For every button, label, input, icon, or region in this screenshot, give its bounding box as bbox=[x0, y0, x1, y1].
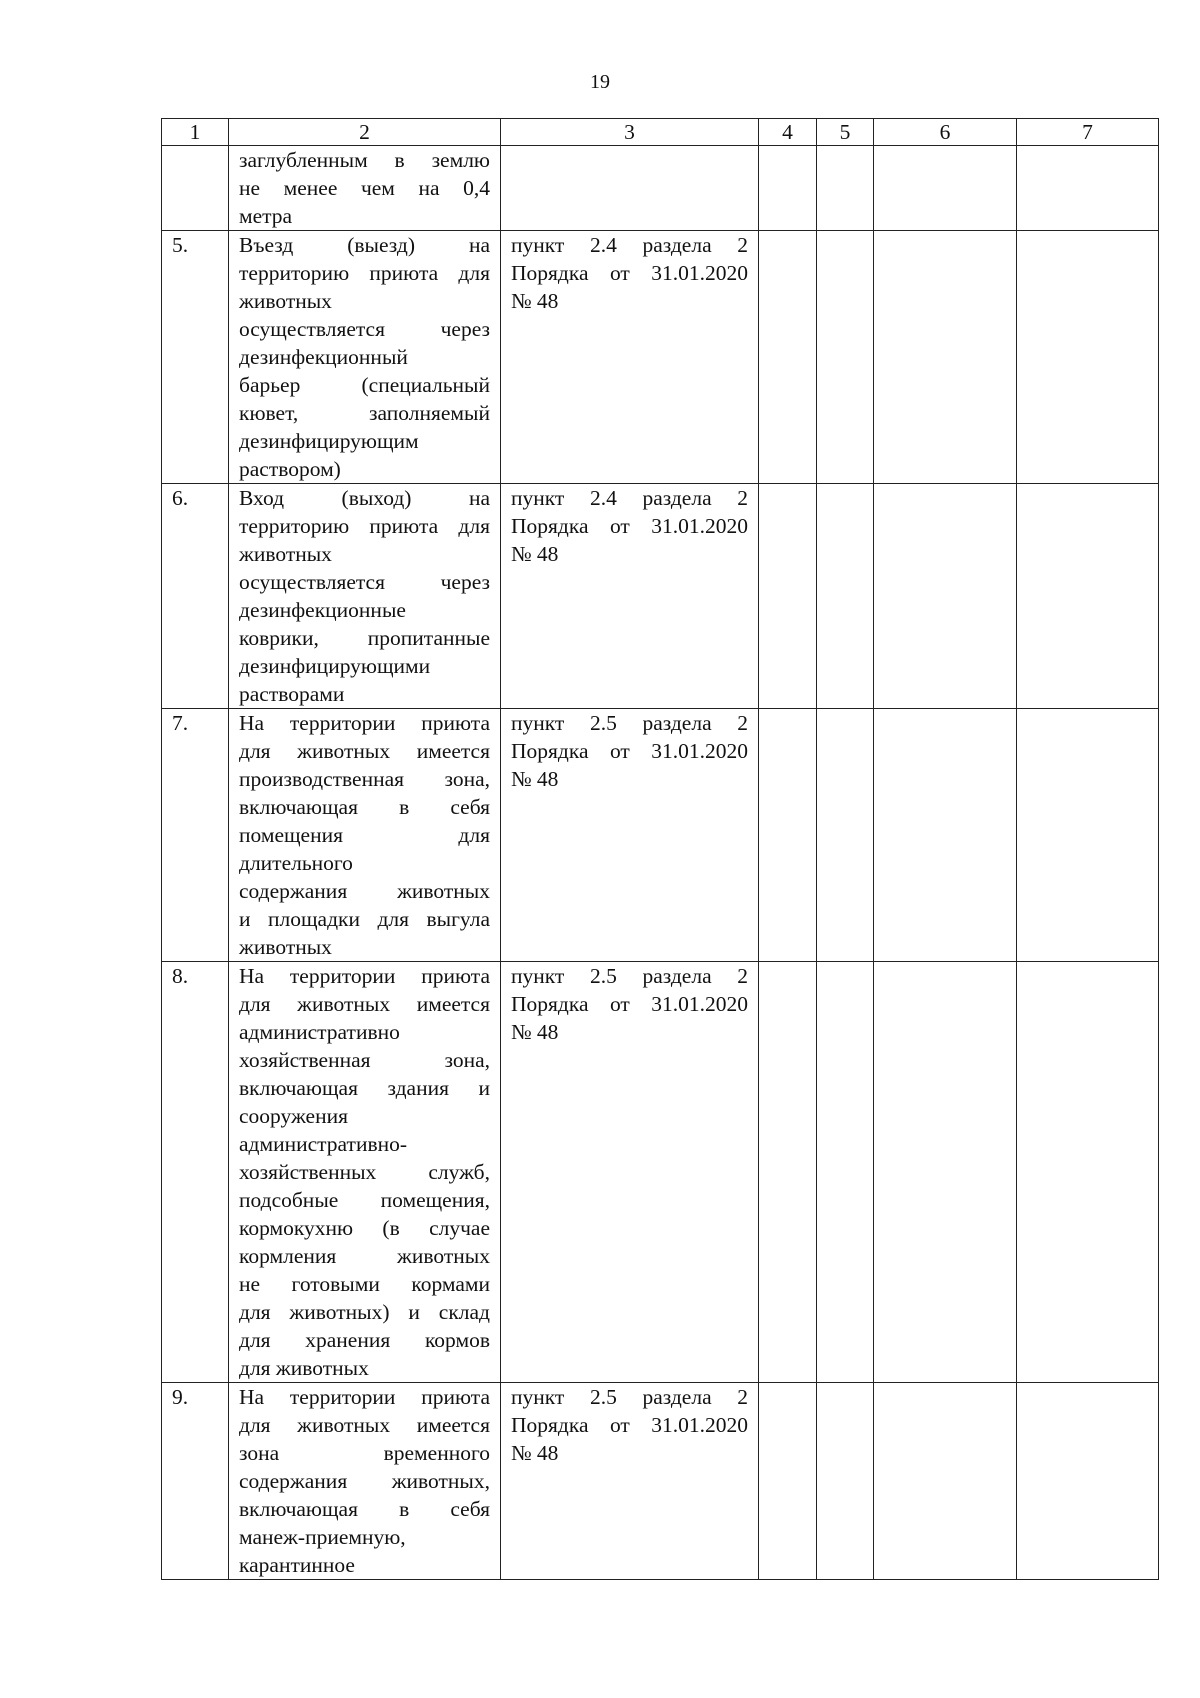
requirement-line: территорию приюта для bbox=[239, 261, 490, 285]
empty-cell bbox=[1017, 709, 1159, 962]
requirement-line: и площадки для выгула bbox=[239, 907, 490, 931]
requirement-line: кювет, заполняемый bbox=[239, 401, 490, 425]
row-number bbox=[162, 146, 229, 231]
requirement-line: подсобные помещения, bbox=[239, 1188, 490, 1212]
empty-cell bbox=[1017, 962, 1159, 1383]
header-cell: 2 bbox=[229, 119, 501, 146]
empty-cell bbox=[817, 231, 874, 484]
header-cell: 1 bbox=[162, 119, 229, 146]
requirement-line: заглубленным в землю bbox=[239, 148, 490, 172]
requirement-line: для животных) и склад bbox=[239, 1300, 490, 1324]
requirement-line: осуществляется через bbox=[239, 570, 490, 594]
requirement-line: зона временного bbox=[239, 1441, 490, 1465]
empty-cell bbox=[1017, 146, 1159, 231]
requirement-line: дезинфекционные bbox=[239, 598, 406, 622]
empty-cell bbox=[817, 709, 874, 962]
reference-line: Порядка от 31.01.2020 bbox=[511, 992, 748, 1016]
empty-cell bbox=[759, 146, 817, 231]
requirements-table bbox=[161, 118, 1159, 1580]
empty-cell bbox=[759, 484, 817, 709]
requirement-line: помещения для bbox=[239, 823, 490, 847]
table-row bbox=[162, 146, 1159, 231]
requirement-line: раствором) bbox=[239, 457, 341, 481]
requirement-cell bbox=[229, 962, 501, 1383]
empty-cell bbox=[874, 709, 1017, 962]
empty-cell bbox=[874, 146, 1017, 231]
empty-cell bbox=[874, 1383, 1017, 1580]
reference-line: Порядка от 31.01.2020 bbox=[511, 739, 748, 763]
requirement-line: растворами bbox=[239, 682, 345, 706]
requirement-line: дезинфицирующим bbox=[239, 429, 419, 453]
requirement-line: для животных bbox=[239, 1356, 369, 1380]
requirement-line: длительного bbox=[239, 851, 353, 875]
requirement-line: метра bbox=[239, 204, 293, 228]
requirement-line: барьер (специальный bbox=[239, 373, 490, 397]
reference-cell bbox=[501, 1383, 759, 1580]
requirement-line: не менее чем на 0,4 bbox=[239, 176, 490, 200]
requirement-line: включающая здания и bbox=[239, 1076, 490, 1100]
reference-cell bbox=[501, 484, 759, 709]
empty-cell bbox=[817, 1383, 874, 1580]
empty-cell bbox=[874, 962, 1017, 1383]
header-cell: 4 bbox=[759, 119, 817, 146]
row-number: 9. bbox=[162, 1383, 229, 1580]
reference-line: пункт 2.4 раздела 2 bbox=[511, 486, 748, 510]
requirement-cell bbox=[229, 1383, 501, 1580]
empty-cell bbox=[1017, 1383, 1159, 1580]
requirement-line: животных bbox=[239, 935, 332, 959]
row-number: 5. bbox=[162, 231, 229, 484]
requirement-cell bbox=[229, 484, 501, 709]
requirement-line: содержания животных bbox=[239, 879, 490, 903]
requirement-line: дезинфицирующими bbox=[239, 654, 431, 678]
requirement-line: животных bbox=[239, 289, 332, 313]
requirement-line: включающая в себя bbox=[239, 1497, 490, 1521]
table-row bbox=[162, 1383, 1159, 1580]
table-row bbox=[162, 709, 1159, 962]
requirement-line: для хранения кормов bbox=[239, 1328, 490, 1352]
empty-cell bbox=[817, 962, 874, 1383]
reference-cell bbox=[501, 231, 759, 484]
requirement-line: не готовыми кормами bbox=[239, 1272, 490, 1296]
requirement-line: карантинное bbox=[239, 1553, 355, 1577]
empty-cell bbox=[1017, 484, 1159, 709]
empty-cell bbox=[874, 231, 1017, 484]
empty-cell bbox=[817, 484, 874, 709]
requirement-line: для животных имеется bbox=[239, 1413, 490, 1437]
empty-cell bbox=[759, 962, 817, 1383]
empty-cell bbox=[759, 709, 817, 962]
requirement-line: осуществляется через bbox=[239, 317, 490, 341]
header-row bbox=[162, 119, 1159, 146]
reference-line: Порядка от 31.01.2020 bbox=[511, 514, 748, 538]
reference-line: Порядка от 31.01.2020 bbox=[511, 1413, 748, 1437]
reference-line: № 48 bbox=[511, 767, 559, 791]
reference-line: пункт 2.5 раздела 2 bbox=[511, 964, 748, 988]
row-number: 7. bbox=[162, 709, 229, 962]
requirement-line: На территории приюта bbox=[239, 964, 490, 988]
table-row bbox=[162, 962, 1159, 1383]
header-cell: 7 bbox=[1017, 119, 1159, 146]
header-cell: 3 bbox=[501, 119, 759, 146]
empty-cell bbox=[759, 1383, 817, 1580]
requirement-line: дезинфекционный bbox=[239, 345, 408, 369]
requirement-line: На территории приюта bbox=[239, 711, 490, 735]
requirement-line: территорию приюта для bbox=[239, 514, 490, 538]
header-cell: 5 bbox=[817, 119, 874, 146]
requirement-line: животных bbox=[239, 542, 332, 566]
requirement-line: для животных имеется bbox=[239, 739, 490, 763]
table-row bbox=[162, 231, 1159, 484]
reference-line: № 48 bbox=[511, 1441, 559, 1465]
reference-line: пункт 2.5 раздела 2 bbox=[511, 1385, 748, 1409]
requirement-line: кормления животных bbox=[239, 1244, 490, 1268]
row-number: 6. bbox=[162, 484, 229, 709]
requirement-cell bbox=[229, 231, 501, 484]
requirement-line: хозяйственных служб, bbox=[239, 1160, 490, 1184]
requirement-line: содержания животных, bbox=[239, 1469, 490, 1493]
requirement-line: хозяйственная зона, bbox=[239, 1048, 490, 1072]
table-row bbox=[162, 484, 1159, 709]
reference-line: пункт 2.4 раздела 2 bbox=[511, 233, 748, 257]
requirement-line: коврики, пропитанные bbox=[239, 626, 490, 650]
row-number: 8. bbox=[162, 962, 229, 1383]
requirement-line: На территории приюта bbox=[239, 1385, 490, 1409]
requirement-line: для животных имеется bbox=[239, 992, 490, 1016]
requirement-cell bbox=[229, 709, 501, 962]
reference-cell bbox=[501, 709, 759, 962]
reference-cell bbox=[501, 146, 759, 231]
empty-cell bbox=[759, 231, 817, 484]
empty-cell bbox=[874, 484, 1017, 709]
requirement-cell bbox=[229, 146, 501, 231]
reference-cell bbox=[501, 962, 759, 1383]
requirement-line: Вход (выход) на bbox=[239, 486, 490, 510]
reference-line: № 48 bbox=[511, 289, 559, 313]
requirement-line: включающая в себя bbox=[239, 795, 490, 819]
reference-line: пункт 2.5 раздела 2 bbox=[511, 711, 748, 735]
reference-line: Порядка от 31.01.2020 bbox=[511, 261, 748, 285]
page-number: 19 bbox=[590, 71, 610, 93]
reference-line: № 48 bbox=[511, 542, 559, 566]
reference-line: № 48 bbox=[511, 1020, 559, 1044]
empty-cell bbox=[817, 146, 874, 231]
requirement-line: сооружения bbox=[239, 1104, 348, 1128]
requirement-line: манеж-приемную, bbox=[239, 1525, 406, 1549]
requirement-line: административно- bbox=[239, 1132, 408, 1156]
requirement-line: Въезд (выезд) на bbox=[239, 233, 490, 257]
requirement-line: производственная зона, bbox=[239, 767, 490, 791]
header-cell: 6 bbox=[874, 119, 1017, 146]
requirement-line: административно bbox=[239, 1020, 400, 1044]
requirement-line: кормокухню (в случае bbox=[239, 1216, 490, 1240]
empty-cell bbox=[1017, 231, 1159, 484]
